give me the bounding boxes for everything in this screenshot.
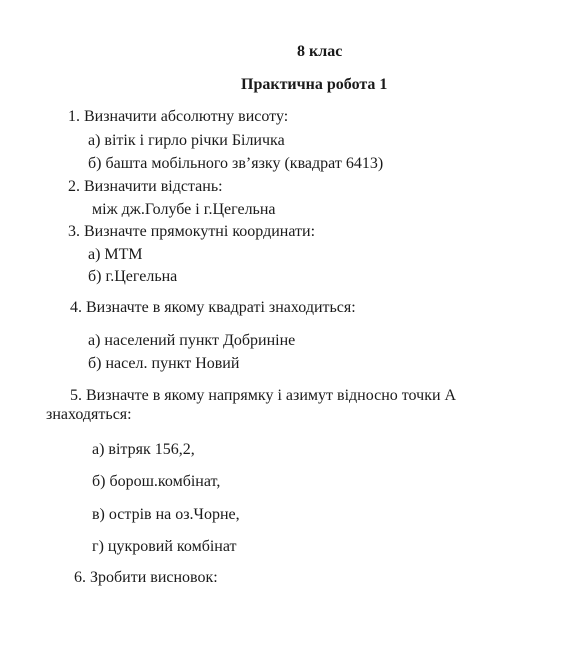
task-4-item-b: б) насел. пункт Новий bbox=[88, 355, 240, 372]
task-5-item-a: а) вітряк 156,2, bbox=[92, 441, 195, 458]
task-3-item-b: б) г.Цегельна bbox=[88, 268, 178, 285]
task-3-item-a: а) МТМ bbox=[88, 246, 143, 263]
task-3-text: 3. Визначте прямокутні координати: bbox=[68, 223, 316, 240]
work-title: Практична робота 1 bbox=[241, 76, 388, 93]
task-5-text: 5. Визначте в якому напрямку і азимут відносно точки А bbox=[70, 387, 457, 404]
task-5-item-c: в) острів на оз.Чорне, bbox=[92, 506, 240, 523]
task-6-text: 6. Зробити висновок: bbox=[74, 569, 218, 586]
task-2-text: 2. Визначити відстань: bbox=[68, 178, 223, 195]
task-1-item-b: б) башта мобільного зв’язку (квадрат 6413) bbox=[88, 155, 384, 172]
task-5-item-b: б) борош.комбінат, bbox=[92, 473, 221, 490]
task-4-item-a: а) населений пункт Добриніне bbox=[88, 332, 296, 349]
task-1-item-a: а) вітік і гирло річки Біличка bbox=[88, 132, 285, 149]
task-1-text: 1. Визначити абсолютну висоту: bbox=[68, 108, 289, 125]
task-2-item: між дж.Голубе і г.Цегельна bbox=[92, 201, 276, 218]
task-5-continuation: знаходяться: bbox=[46, 406, 132, 423]
task-4-text: 4. Визначте в якому квадраті знаходиться: bbox=[70, 299, 356, 316]
grade-heading: 8 клас bbox=[297, 43, 343, 60]
task-5-item-d: г) цукровий комбінат bbox=[92, 538, 237, 555]
